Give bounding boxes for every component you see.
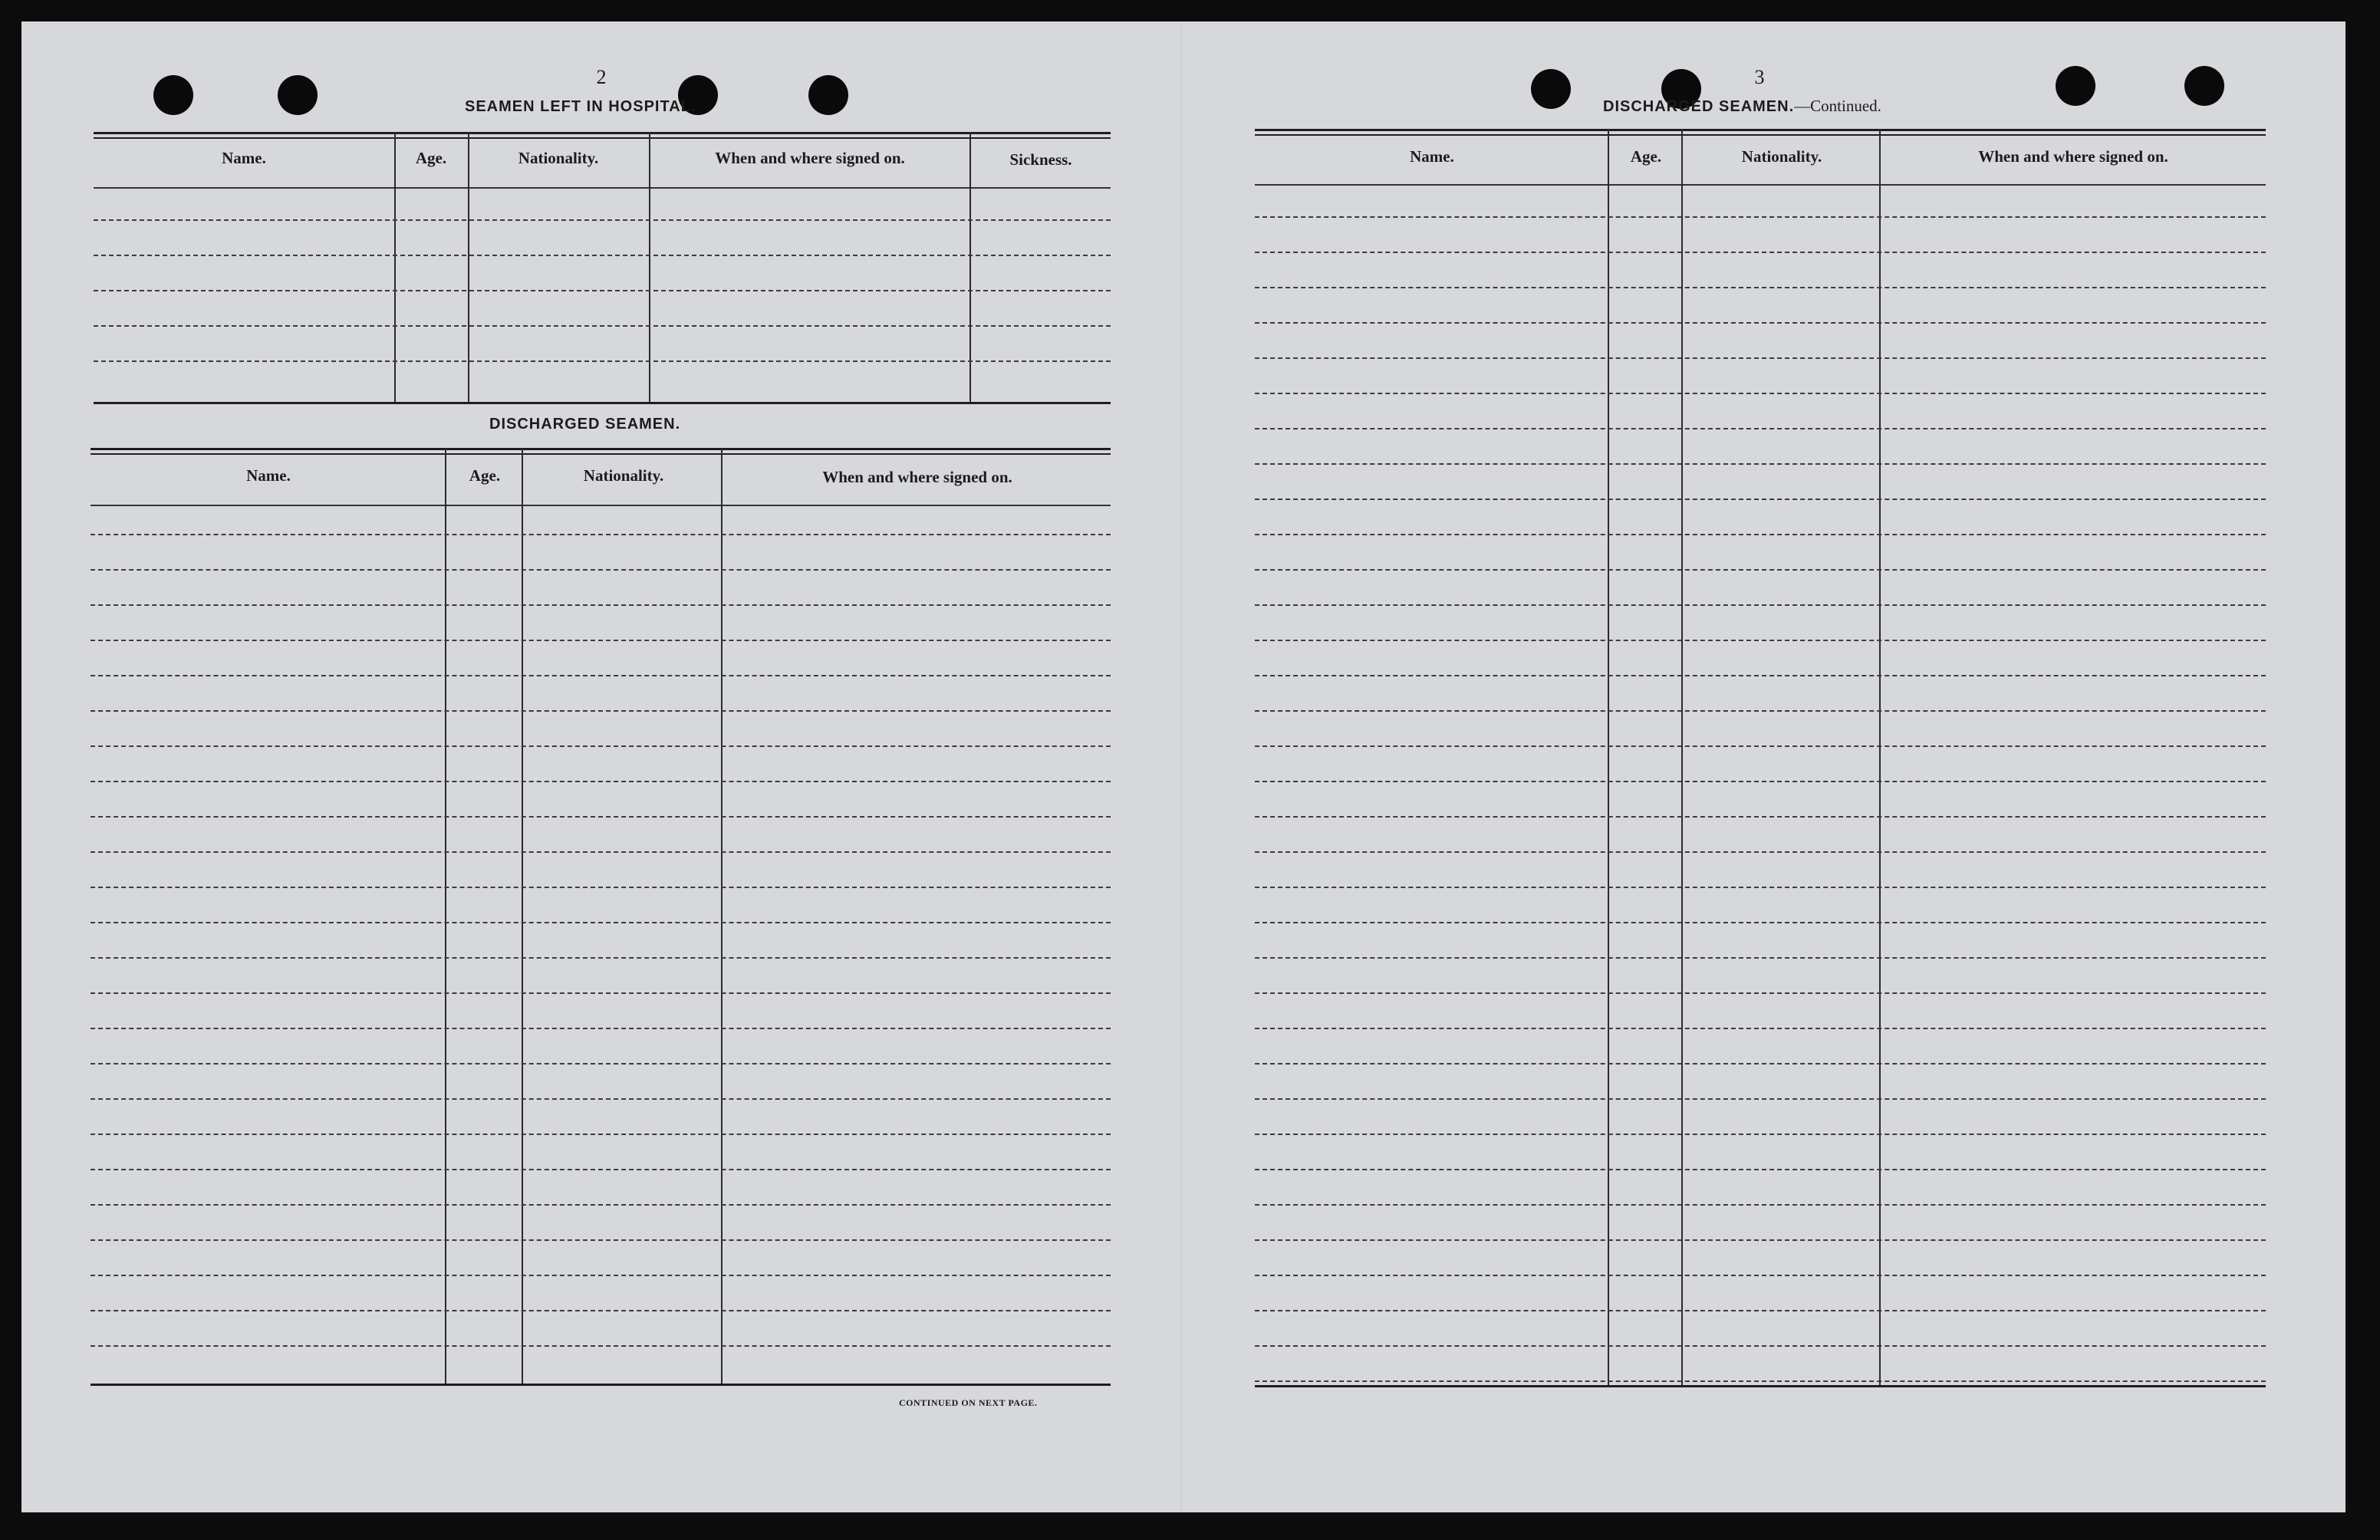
hospital-section-title: SEAMEN LEFT IN HOSPITAL. [465, 98, 696, 115]
col-header-age: Age. [469, 466, 501, 485]
ruled-line [91, 1275, 1111, 1276]
ruled-line [94, 325, 1111, 327]
ruled-line [1255, 287, 2266, 288]
ruled-line [1255, 816, 2266, 818]
ruled-line [1255, 851, 2266, 853]
title-suffix: —Continued. [1794, 97, 1881, 115]
ruled-line [1255, 1275, 2266, 1276]
ruled-line [91, 604, 1111, 606]
hospital-table [94, 132, 1111, 402]
ruled-line [1255, 1310, 2266, 1311]
ruled-line [91, 1310, 1111, 1311]
ruled-line [91, 957, 1111, 959]
ruled-line [1255, 499, 2266, 500]
col-header-nationality: Nationality. [1741, 147, 1822, 166]
discharged-section-title: DISCHARGED SEAMEN. [489, 416, 681, 433]
col-header-signed-on: When and where signed on. [1978, 147, 2168, 166]
ruled-line [1255, 322, 2266, 324]
ruled-line [91, 816, 1111, 818]
col-header-sickness: Sickness. [1009, 150, 1072, 169]
title-main: DISCHARGED SEAMEN. [1603, 98, 1795, 115]
ruled-line [1255, 463, 2266, 465]
hospital-table-header [94, 132, 1111, 187]
ruled-line [1255, 1239, 2266, 1241]
right-page [1184, 0, 2380, 1540]
discharged-table-header [91, 448, 1111, 503]
ruled-line [91, 1063, 1111, 1065]
ruled-line [94, 360, 1111, 362]
ruled-line [91, 1239, 1111, 1241]
col-header-nationality: Nationality. [518, 149, 599, 167]
ruled-line [91, 534, 1111, 535]
ruled-line [91, 1098, 1111, 1100]
ruled-line [1255, 604, 2266, 606]
col-header-name: Name. [246, 466, 291, 485]
ruled-line [1255, 534, 2266, 535]
ruled-line [1255, 428, 2266, 429]
ruled-line [1255, 216, 2266, 218]
ruled-line [1255, 992, 2266, 994]
col-header-signed-on: When and where signed on. [715, 149, 905, 167]
ruled-line [94, 219, 1111, 221]
ruled-line [91, 887, 1111, 888]
ruled-line [91, 1345, 1111, 1347]
ruled-line [91, 640, 1111, 641]
discharged-continued-title [1603, 97, 1881, 116]
ruled-line [91, 851, 1111, 853]
ruled-line [1255, 675, 2266, 676]
ruled-line [1255, 1380, 2266, 1382]
ruled-line [91, 569, 1111, 571]
ruled-line [1255, 357, 2266, 359]
discharged-continued-table-header [1255, 129, 2266, 184]
ruled-line [1255, 1345, 2266, 1347]
ruled-line [91, 781, 1111, 782]
col-header-signed-on: When and where signed on. [822, 468, 1012, 486]
ruled-line [91, 745, 1111, 747]
ruled-line [1255, 745, 2266, 747]
col-header-name: Name. [222, 149, 266, 167]
ruled-line [1255, 1169, 2266, 1170]
ruled-line [1255, 781, 2266, 782]
ruled-line [1255, 1134, 2266, 1135]
ruled-line [91, 1028, 1111, 1029]
ruled-line [91, 1169, 1111, 1170]
ruled-line [1255, 1063, 2266, 1065]
ruled-line [91, 1204, 1111, 1206]
col-header-age: Age. [415, 149, 447, 167]
ruled-line [91, 710, 1111, 712]
ruled-line [1255, 887, 2266, 888]
ruled-line [91, 922, 1111, 923]
discharged-table [91, 448, 1111, 1385]
ruled-line [91, 1134, 1111, 1135]
left-page [0, 0, 1181, 1540]
page-number: 3 [1754, 66, 1765, 88]
ruled-line [91, 675, 1111, 676]
ruled-line [1255, 710, 2266, 712]
ruled-line [94, 255, 1111, 256]
ruled-line [1255, 393, 2266, 394]
col-header-name: Name. [1410, 147, 1454, 166]
ruled-line [1255, 1098, 2266, 1100]
col-header-nationality: Nationality. [583, 466, 664, 485]
continued-note: CONTINUED ON NEXT PAGE. [899, 1397, 1038, 1408]
ruled-line [1255, 252, 2266, 253]
ruled-line [1255, 1028, 2266, 1029]
ruled-line [1255, 569, 2266, 571]
ruled-line [1255, 640, 2266, 641]
page-number: 2 [596, 66, 607, 88]
ruled-line [1255, 922, 2266, 923]
col-header-age: Age. [1630, 147, 1662, 166]
ruled-line [1255, 957, 2266, 959]
ruled-line [1255, 1204, 2266, 1206]
ruled-line [94, 290, 1111, 291]
ruled-line [91, 992, 1111, 994]
discharged-continued-table [1255, 129, 2266, 1387]
